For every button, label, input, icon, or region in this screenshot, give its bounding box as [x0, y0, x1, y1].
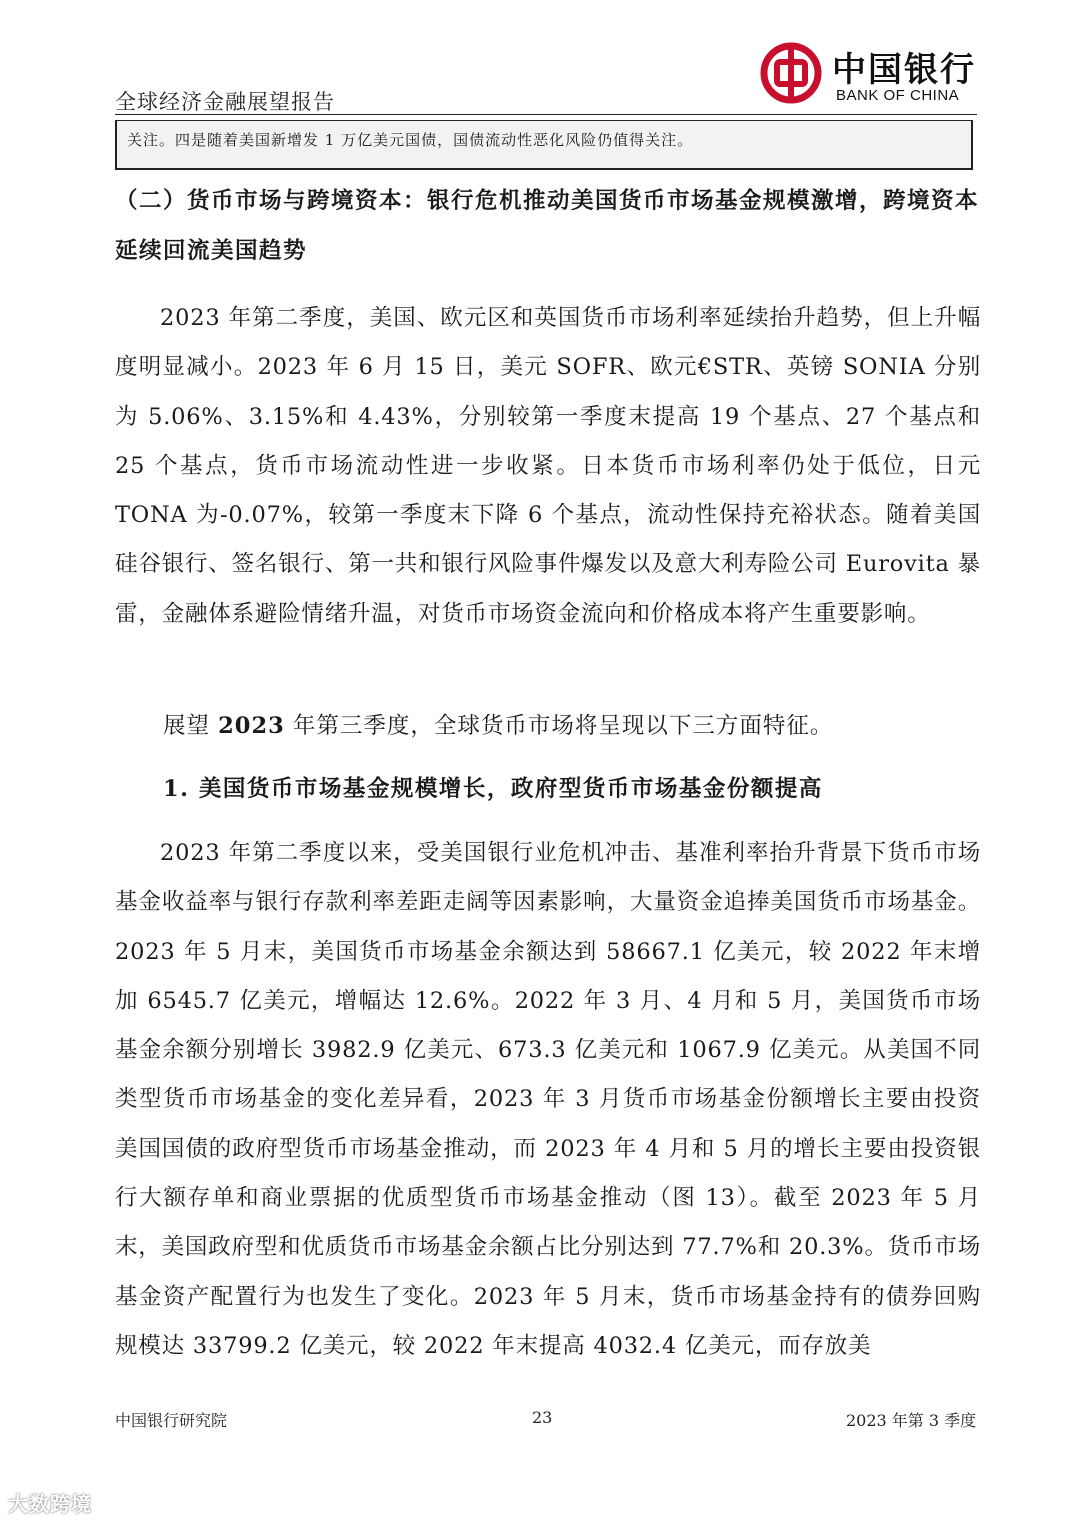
report-title: 全球经济金融展望报告: [115, 90, 335, 114]
paragraph-mmf-growth: 2023 年第二季度以来，受美国银行业危机冲击、基准利率抬升背景下货币市场基金收益率与银行存款利率差距走阔等因素影响，大量资金追捧美国货币市场基金。2023 年 5 月末，美国货币市场基金余额达到 58667.1 亿美元，较 2022 年末增加 6545.7 亿美元，增幅达 12.6%。2022 年 3 月、4 月和 5 月，美国货币市场基金余额分别增长 3982.9 亿美元、673.3 亿美元和 1067.9 亿美元。从美国不同类型货币市场基金的变化差异看，2023 年 3 月货币市场基金份额增长主要由投资美国国债的政府型货币市场基金推动，而 2023 年 4 月和 5 月的增长主要由投资银行大额存单和商业票据的优质型货币市场基金推动（图 13）。截至 2023 年 5 月末，美国政府型和优质货币市场基金余额占比分别达到 77.7%和 20.3%。货币市场基金资产配置行为也发生了变化。2023 年 5 月末，货币市场基金持有的债券回购规模达 33799.2 亿美元，较 2022 年末提高 4032.4 亿美元，而存放美: [115, 840, 981, 1359]
bank-logo: [760, 40, 980, 110]
outlook-year: 2023: [218, 713, 285, 739]
footer-period: 2023 年第 3 季度: [846, 1411, 977, 1430]
section-heading: （二）货币市场与跨境资本：银行危机推动美国货币市场基金规模激增，跨境资本延续回流美国趋势: [115, 188, 980, 264]
logo-english-name: BANK OF CHINA: [836, 87, 960, 104]
outlook-prefix: 展望: [163, 713, 219, 739]
paragraph-money-market-rates: 2023 年第二季度，美国、欧元区和英国货币市场利率延续抬升趋势，但上升幅度明显减小。2023 年 6 月 15 日，美元 SOFR、欧元€STR、英镑 SONIA 分别为 5.06%、3.15%和 4.43%，分别较第一季度末提高 19 个基点、27 个基点和 25 个基点，货币市场流动性进一步收紧。日本货币市场利率仍处于低位，日元 TONA 为-0.07%，较第一季度末下降 6 个基点，流动性保持充裕状态。随着美国硅谷银行、签名银行、第一共和银行风险事件爆发以及意大利寿险公司 Eurovita 暴雷，金融体系避险情绪升温，对货币市场资金流向和价格成本将产生重要影响。: [115, 305, 981, 627]
logo-chinese-name: 中国银行: [832, 50, 976, 90]
page-number: 23: [532, 1408, 553, 1427]
outlook-sentence: [163, 703, 833, 749]
footer-institute: 中国银行研究院: [115, 1411, 228, 1430]
notice-box: [115, 120, 973, 170]
watermark: 大数跨境: [8, 1492, 92, 1516]
notice-text: 关注。四是随着美国新增发 1 万亿美元国债，国债流动性恶化风险仍值得关注。: [127, 131, 694, 149]
outlook-suffix: 年第三季度，全球货币市场将呈现以下三方面特征。: [284, 713, 834, 739]
header-divider: [115, 114, 977, 115]
subsection-heading-1: 1. 美国货币市场基金规模增长，政府型货币市场基金份额提高: [163, 776, 823, 802]
bank-of-china-logo-icon: [760, 42, 822, 104]
